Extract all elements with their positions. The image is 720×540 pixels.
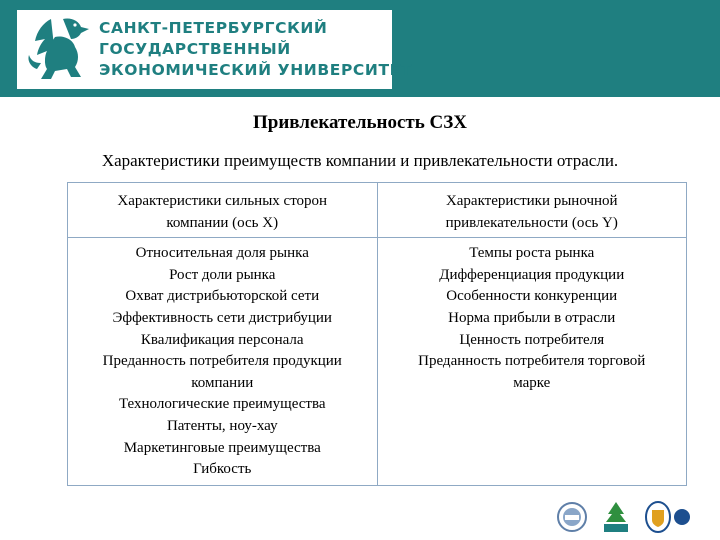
university-name-line-1: САНКТ-ПЕТЕРБУРГСКИЙ: [99, 19, 328, 37]
list-item: Квалификация персонала: [140, 331, 304, 348]
slide-title: Привлекательность СЗХ: [252, 112, 468, 133]
attractiveness-list-cell: [377, 238, 687, 486]
strengths-list-cell: [68, 238, 378, 486]
header-line: компании (ось X): [166, 214, 279, 231]
header-line: Характеристики рыночной: [445, 193, 618, 209]
table-header-row: [68, 183, 687, 238]
list-item: компании: [191, 374, 254, 391]
emblem-icon: [558, 503, 586, 531]
list-item: Темпы роста рынка: [469, 245, 595, 262]
list-item: Эффективность сети дистрибуции: [112, 309, 332, 326]
list-item: Дифференциация продукции: [439, 266, 625, 283]
list-item: Преданность потребителя продукции: [102, 353, 342, 370]
university-name-line-2: ГОСУДАРСТВЕННЫЙ: [99, 40, 291, 58]
characteristics-table: [67, 182, 687, 486]
university-name: [99, 18, 412, 81]
footer-emblems: [554, 500, 694, 534]
list-item: Гибкость: [193, 461, 252, 478]
list-item: Охват дистрибьюторской сети: [125, 288, 320, 305]
university-name-line-3: ЭКОНОМИЧЕСКИЙ УНИВЕРСИТЕТ: [99, 61, 413, 79]
list-item: Маркетинговые преимущества: [123, 439, 321, 456]
list-item: Норма прибыли в отрасли: [448, 309, 616, 326]
crest-icon: [646, 502, 690, 532]
list-item: Особенности конкуренции: [446, 288, 618, 305]
list-item: марке: [513, 374, 551, 391]
list-item: Патенты, ноу-хау: [166, 417, 278, 434]
list-item: Преданность потребителя торговой: [418, 353, 646, 370]
header-banner: [0, 0, 720, 97]
list-item: Технологические преимущества: [118, 396, 326, 413]
header-line: Характеристики сильных сторон: [117, 193, 328, 209]
griffin-logo-icon: [23, 13, 93, 85]
header-line: привлекательности (ось Y): [445, 214, 618, 231]
tree-emblem-icon: [604, 502, 628, 532]
list-item: Ценность потребителя: [459, 331, 605, 348]
list-item: Относительная доля рынка: [135, 245, 309, 262]
university-logo-panel: [17, 10, 413, 89]
header-cell-attractiveness: [377, 183, 687, 238]
table-body-row: [68, 238, 687, 486]
list-item: Рост доли рынка: [169, 266, 276, 283]
header-cell-strengths: [68, 183, 378, 238]
slide-subtitle: Характеристики преимуществ компании и привлекательности отрасли.: [101, 151, 619, 170]
